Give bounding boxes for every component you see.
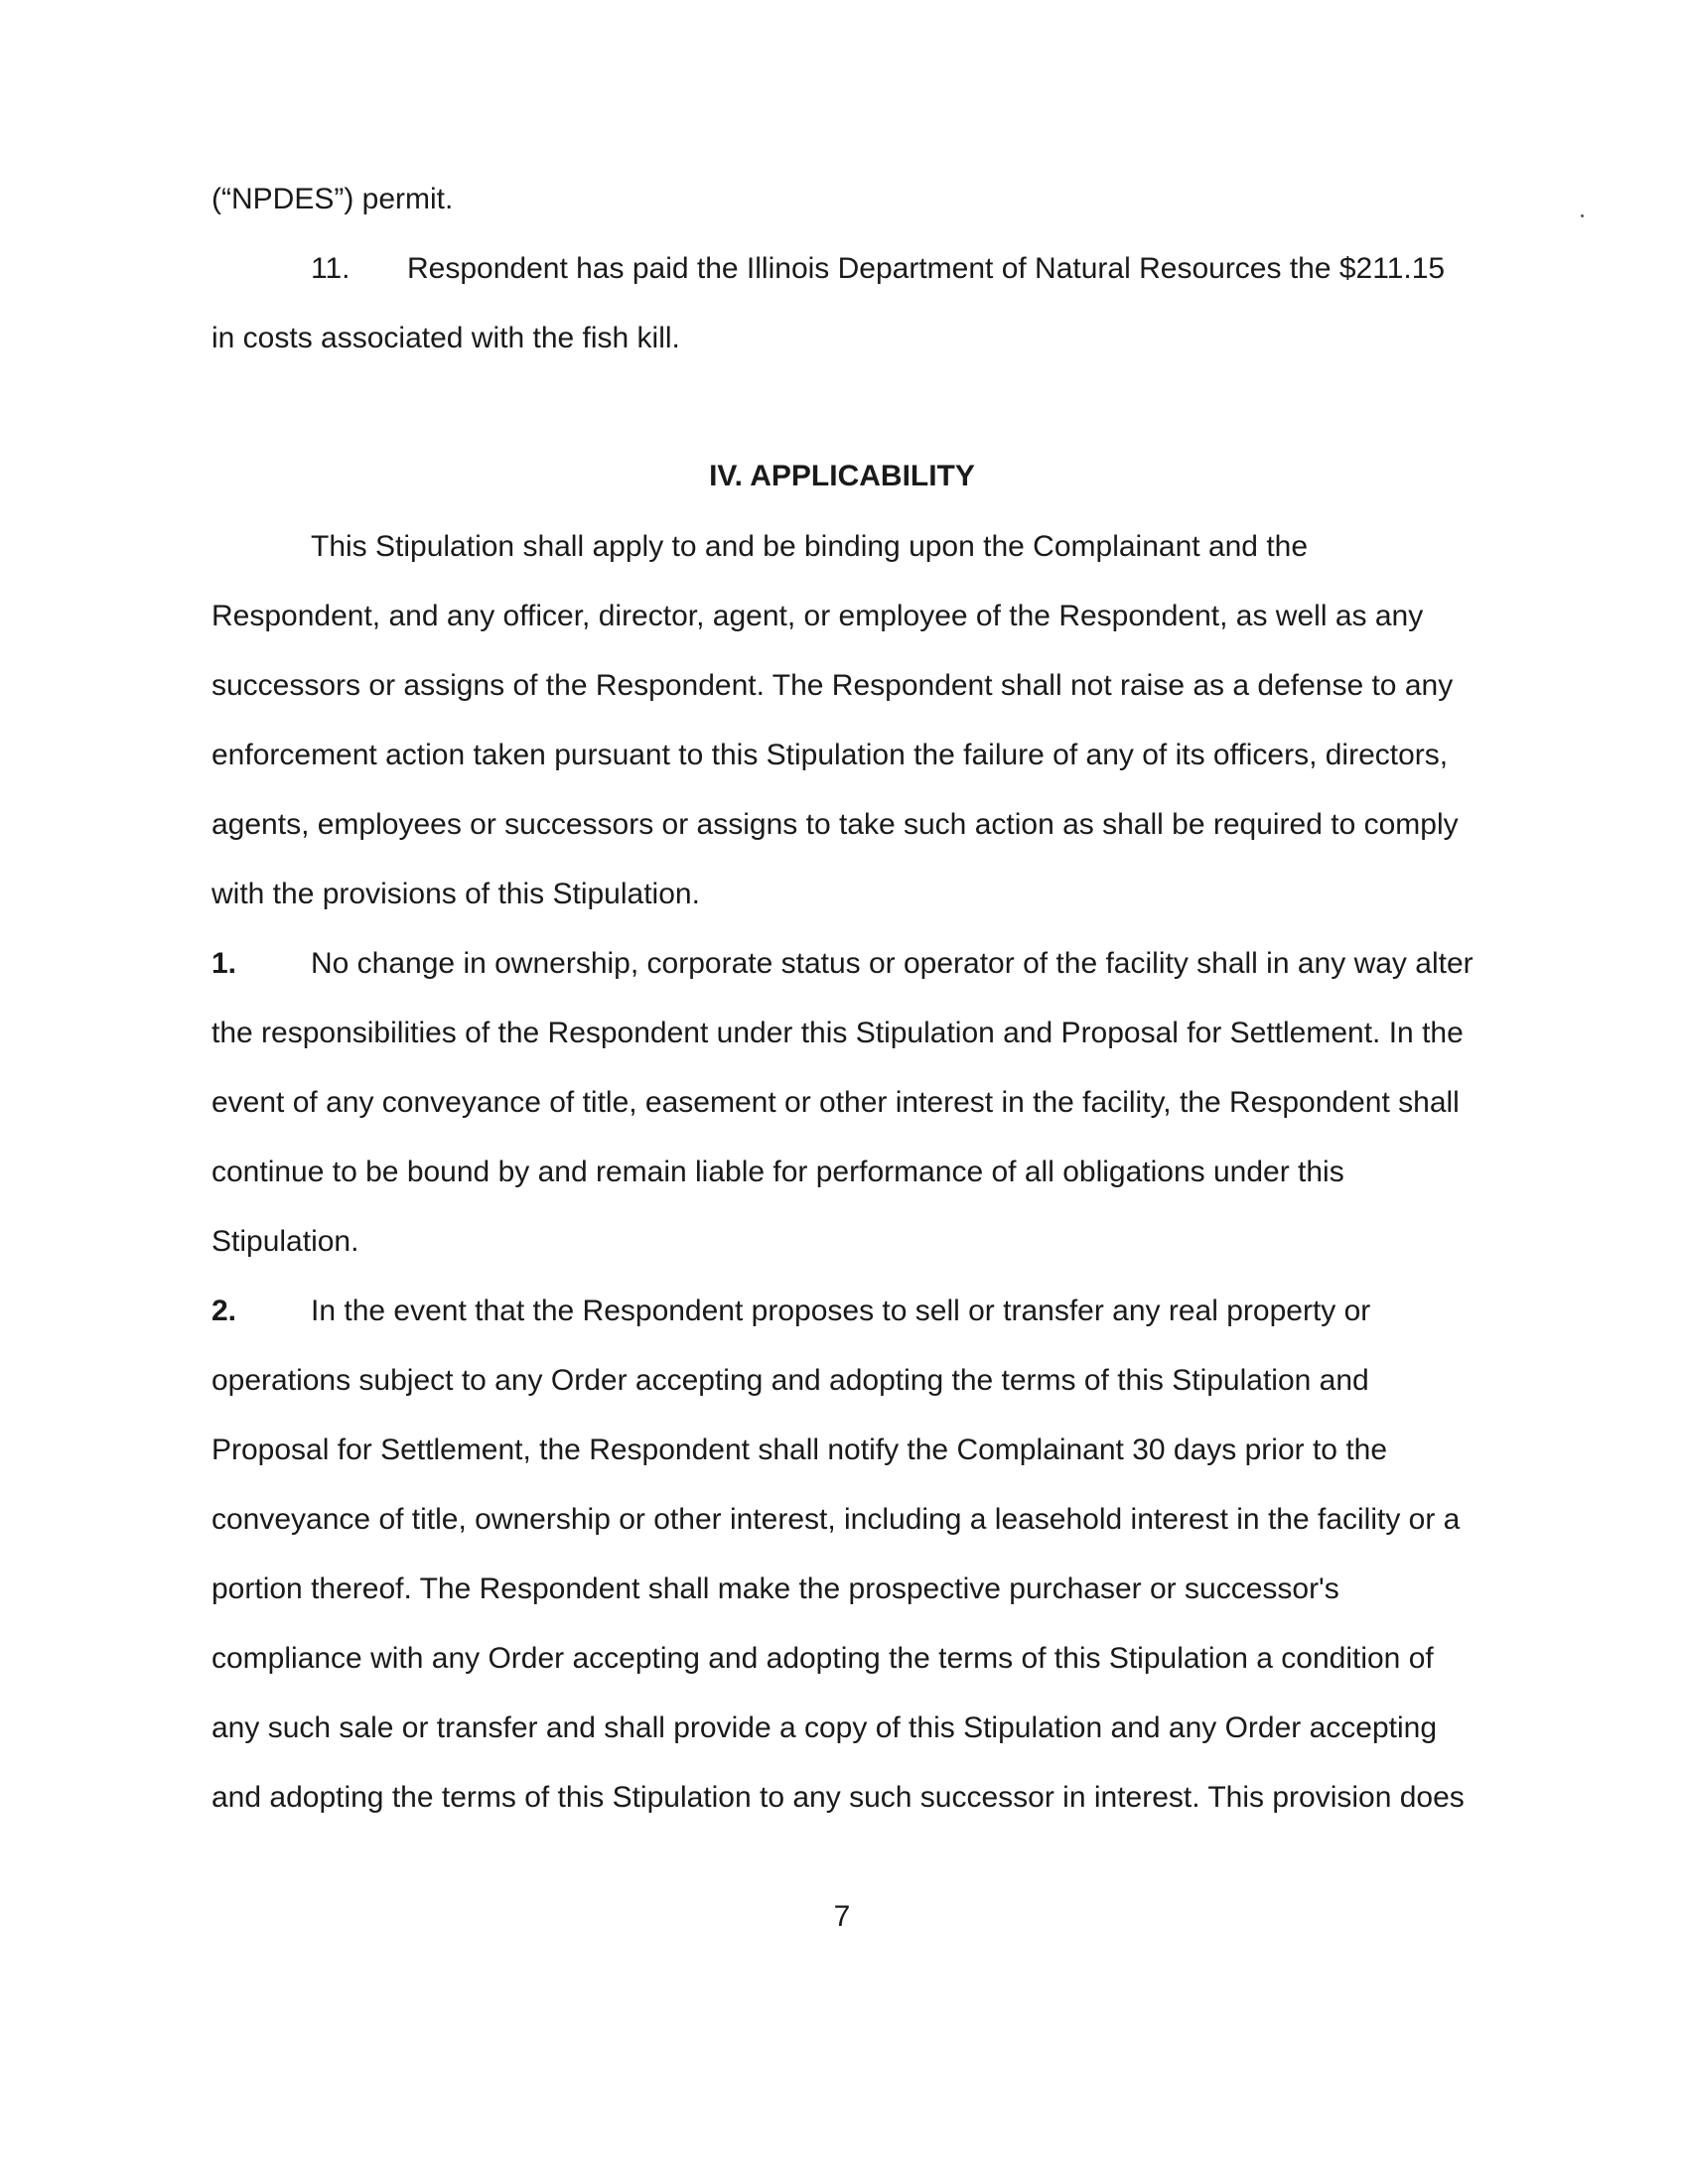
paragraph-number: 11. xyxy=(311,252,351,285)
text-line: agents, employees or successors or assigns to take such action as shall be required to comply xyxy=(211,808,1459,841)
text-line: No change in ownership, corporate status or operator of the facility shall in any way alter xyxy=(311,947,1474,980)
text-line: operations subject to any Order accepting and adopting the terms of this Stipulation and xyxy=(211,1364,1369,1397)
text-line: Stipulation. xyxy=(211,1225,359,1258)
text-line: compliance with any Order accepting and adopting the terms of this Stipulation a condition of xyxy=(211,1642,1434,1675)
text-line: Proposal for Settlement, the Respondent shall notify the Complainant 30 days prior to the xyxy=(211,1433,1388,1466)
scan-speck xyxy=(1581,214,1584,217)
section-heading: IV. APPLICABILITY xyxy=(709,460,975,492)
text-line: any such sale or transfer and shall provide a copy of this Stipulation and any Order accepting xyxy=(211,1711,1438,1744)
text-line: successors or assigns of the Respondent. The Respondent shall not raise as a defense to any xyxy=(211,669,1454,702)
text-line: This Stipulation shall apply to and be binding upon the Complainant and the xyxy=(311,530,1309,563)
text-line: event of any conveyance of title, easement or other interest in the facility, the Respondent shall xyxy=(211,1086,1460,1119)
page-number: 7 xyxy=(833,1900,851,1933)
text-line: portion thereof. The Respondent shall make the prospective purchaser or successor's xyxy=(211,1572,1339,1605)
paragraph-number: 1. xyxy=(211,947,237,980)
text-line: enforcement action taken pursuant to this Stipulation the failure of any of its officers, directors, xyxy=(211,739,1449,771)
text-line: in costs associated with the fish kill. xyxy=(211,322,680,354)
text-line: In the event that the Respondent proposes to sell or transfer any real property or xyxy=(311,1295,1371,1327)
paragraph-number: 2. xyxy=(211,1295,237,1327)
text-line: conveyance of title, ownership or other interest, including a leasehold interest in the facility or a xyxy=(211,1503,1461,1536)
text-line: Respondent, and any officer, director, agent, or employee of the Respondent, as well as any xyxy=(211,600,1424,632)
text-line: Respondent has paid the Illinois Department of Natural Resources the $211.15 xyxy=(407,252,1446,285)
text-line: (“NPDES”) permit. xyxy=(211,183,454,215)
text-line: with the provisions of this Stipulation. xyxy=(211,878,700,910)
text-line: continue to be bound by and remain liable for performance of all obligations under this xyxy=(211,1156,1344,1188)
text-line: the responsibilities of the Respondent under this Stipulation and Proposal for Settlement. In the xyxy=(211,1017,1464,1049)
text-line: and adopting the terms of this Stipulation to any such successor in interest. This provision does xyxy=(211,1781,1465,1814)
